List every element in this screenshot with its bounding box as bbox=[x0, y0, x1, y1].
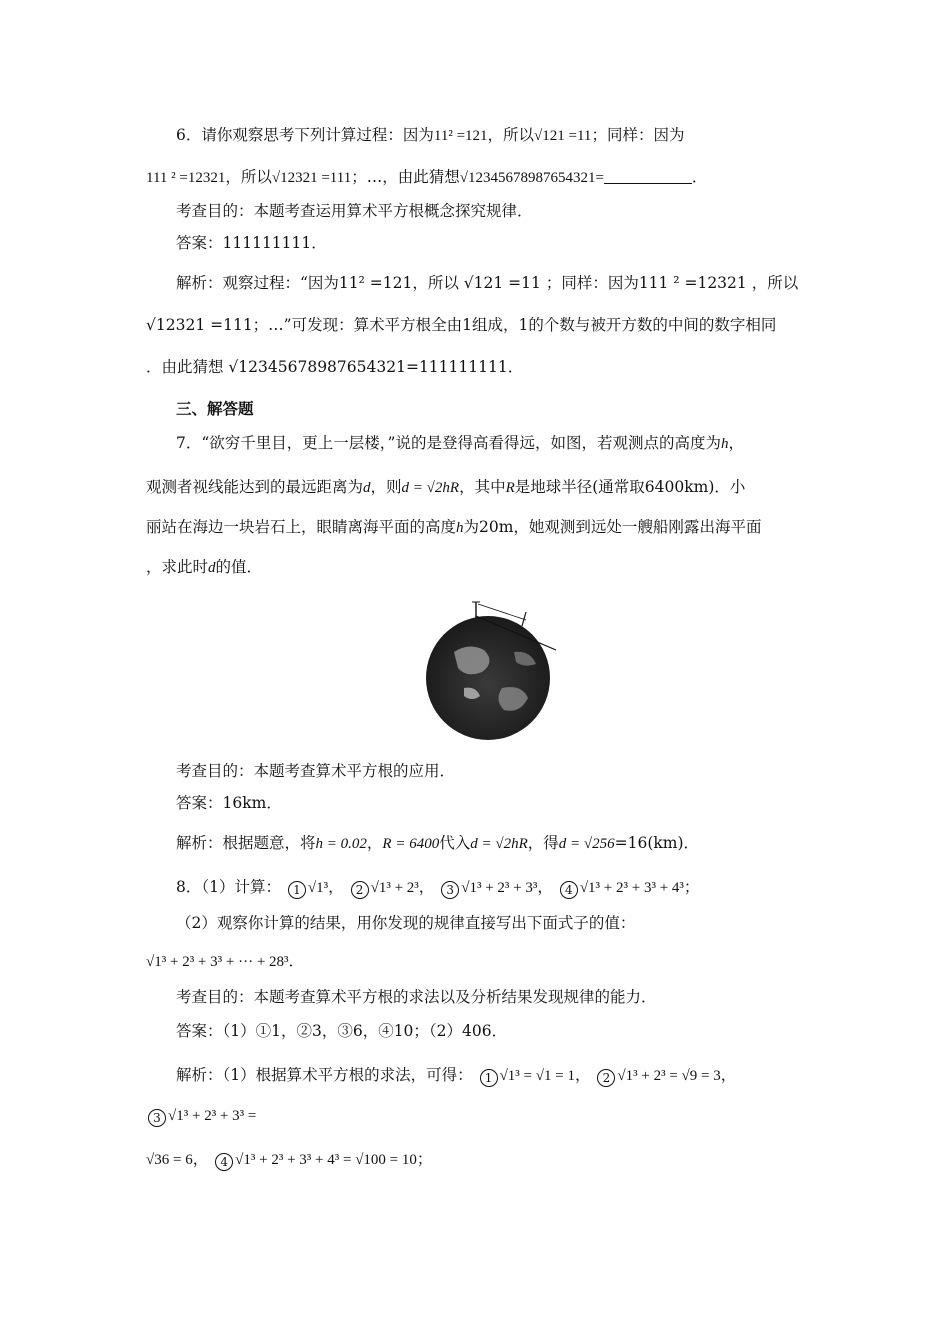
q6-mid1: ，所以 bbox=[487, 126, 535, 144]
q6-end: ． bbox=[691, 168, 708, 186]
q7-line4 bbox=[146, 556, 262, 579]
q8-analysis2 bbox=[146, 1104, 256, 1127]
q8-line1: 8．（1）计算： 1 √1³， 2 √1³ + 2³， 3 √1³ + 2³ + 3³， 4 √1³ + 2³ + 3³ + 4³； bbox=[176, 878, 700, 897]
q6-answer-blank[interactable] bbox=[604, 169, 692, 184]
q7-text2d: 是地球半径(通常取6400km)．小 bbox=[514, 478, 746, 496]
circled-4: 4 bbox=[560, 881, 578, 899]
q6-sqrt121: √121 =11 bbox=[534, 128, 592, 144]
q7-text1: 7．“欲穷千里目，更上一层楼，”说的是登得高看得远，如图，若观测点的高度为 bbox=[176, 434, 721, 452]
q8-analysis1: 解析：（1）根据算术平方根的求法，可得： 1 √1³ = √1 = 1， 2 √1³ + 2³ = √9 = 3， bbox=[176, 1066, 737, 1085]
q8-item3: √1³ + 2³ + 3³ bbox=[461, 880, 538, 896]
earth-circle bbox=[426, 616, 550, 740]
q6-guess: √12345678987654321= bbox=[459, 170, 604, 186]
q8-a3: √1³ + 2³ + 3³ = bbox=[168, 1108, 257, 1124]
q8-item1: √1³ bbox=[307, 880, 329, 896]
q6-text: 6．请你观察思考下列计算过程：因为 bbox=[176, 126, 434, 144]
q7-result: d = √256 bbox=[558, 836, 615, 852]
q7-Rval: R = 6400 bbox=[382, 836, 440, 852]
q6-line2 bbox=[146, 166, 707, 189]
q8-a4: √1³ + 2³ + 3³ + 4³ = √100 = 10 bbox=[235, 1152, 417, 1168]
q7-line1 bbox=[176, 432, 744, 455]
q8-a1: √1³ = √1 = 1 bbox=[499, 1068, 575, 1084]
circled-1: 1 bbox=[288, 881, 306, 899]
q8-answer: 答案：（1）①1，②3，③6，④10；（2）406． bbox=[176, 1022, 508, 1040]
q7-h: h bbox=[720, 436, 729, 452]
q8-purpose: 考查目的：本题考查算术平方根的求法以及分析结果发现规律的能力． bbox=[176, 988, 657, 1006]
q7-text2a: 观测者视线能达到的最远距离为 bbox=[146, 478, 364, 496]
q7-text3b: 为20m，她观测到远处一艘船刚露出海平面 bbox=[463, 518, 762, 536]
q6-analysis3: ．由此猜想 √12345678987654321=111111111． bbox=[146, 358, 524, 376]
q7-d: d bbox=[363, 480, 371, 496]
q7-text2c: ，其中 bbox=[459, 478, 506, 496]
earth-figure bbox=[424, 592, 564, 742]
q7-text2b: ，则 bbox=[370, 478, 402, 496]
q6-purpose: 考查目的：本题考查运用算术平方根概念探究规律． bbox=[176, 202, 533, 220]
q6-answer: 答案：111111111． bbox=[176, 234, 327, 252]
q7-analysis-d: ，得 bbox=[527, 834, 559, 852]
q8-a3b: √36 = 6 bbox=[146, 1152, 193, 1168]
q7-purpose: 考查目的：本题考查算术平方根的应用． bbox=[176, 762, 456, 780]
q7-answer: 答案：16km． bbox=[176, 794, 282, 812]
circled-3: 3 bbox=[441, 881, 459, 899]
q7-analysis-b: ， bbox=[366, 834, 383, 852]
q7-d2: d bbox=[208, 560, 216, 576]
q8-a2: √1³ + 2³ = √9 = 3 bbox=[617, 1068, 721, 1084]
q6-tail1: ；同样：因为 bbox=[591, 126, 685, 144]
q8-text1: 8．（1）计算： bbox=[176, 878, 281, 896]
q7-line2 bbox=[146, 476, 745, 499]
circled-4: 4 bbox=[215, 1153, 233, 1171]
q7-formula: d = √2hR bbox=[401, 480, 460, 496]
circled-2: 2 bbox=[351, 881, 369, 899]
section-heading: 三、解答题 bbox=[176, 399, 254, 418]
q7-line3 bbox=[146, 516, 761, 539]
circled-2: 2 bbox=[597, 1069, 615, 1087]
q7-comma: ， bbox=[728, 434, 744, 452]
q6-analysis2: √12321 =111；…”可发现：算术平方根全由1组成，1的个数与被开方数的中间的数字相同 bbox=[146, 316, 777, 334]
q6-eq1: 11² =121 bbox=[433, 128, 488, 144]
q7-text4b: 的值． bbox=[215, 558, 263, 576]
q6-tail2: ；…，由此猜想 bbox=[351, 168, 460, 186]
q8-expr: √1³ + 2³ + 3³ + ··· + 28³ bbox=[146, 954, 289, 970]
q7-text4a: ，求此时 bbox=[146, 558, 209, 576]
q6-mid2: ，所以 bbox=[225, 168, 272, 186]
q6-analysis1: 解析：观察过程：“因为11² =121，所以 √121 =11 ；同样：因为111 ² =12321 ，所以 bbox=[176, 274, 799, 292]
q8-line2: （2）观察你计算的结果，用你发现的规律直接写出下面式子的值： bbox=[176, 914, 636, 932]
circled-1: 1 bbox=[480, 1069, 498, 1087]
q6-line1 bbox=[176, 124, 684, 147]
q7-text3a: 丽站在海边一块岩石上，眼睛离海平面的高度 bbox=[146, 518, 457, 536]
q7-analysis-e: =16(km)． bbox=[614, 834, 700, 852]
q7-R: R bbox=[505, 480, 515, 496]
q8-item2: √1³ + 2³ bbox=[370, 880, 419, 896]
q7-formula2: d = √2hR bbox=[470, 836, 528, 852]
q7-h2: h bbox=[456, 520, 464, 536]
q7-analysis-c: 代入 bbox=[439, 834, 471, 852]
q8-analysis-text: 解析：（1）根据算术平方根的求法，可得： bbox=[176, 1066, 473, 1084]
q7-analysis-a: 解析：根据题意，将 bbox=[176, 834, 316, 852]
q8-analysis3: √36 = 6， 4 √1³ + 2³ + 3³ + 4³ = √100 = 10； bbox=[146, 1150, 433, 1169]
q8-expr-line: √1³ + 2³ + 3³ + ··· + 28³． bbox=[146, 952, 305, 970]
q8-item4: √1³ + 2³ + 3³ + 4³ bbox=[579, 880, 684, 896]
q6-eq2: 111 ² =12321 bbox=[146, 170, 226, 186]
q7-analysis bbox=[176, 832, 699, 855]
q7-hval: h = 0.02 bbox=[315, 836, 367, 852]
circled-3: 3 bbox=[148, 1109, 166, 1127]
q6-sqrt12321: √12321 =111 bbox=[271, 170, 352, 186]
